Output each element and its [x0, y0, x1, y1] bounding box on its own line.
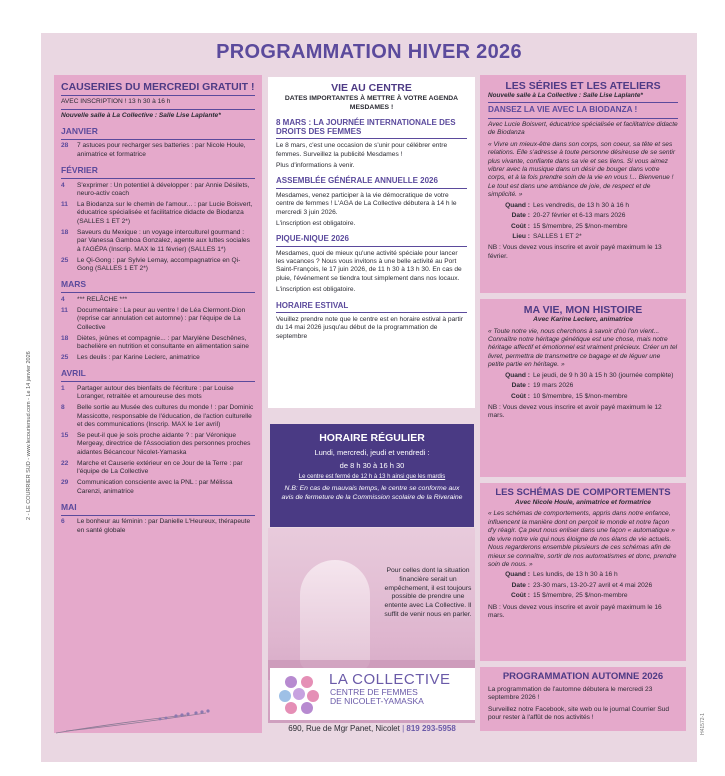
detail-value: 15 $/membre, 25 $/non-membre	[533, 222, 628, 230]
biodanza-by: Avec Lucie Boisvert, éducatrice spécialisée et facilitatrice didacte de Biodanza	[488, 120, 678, 137]
detail-row	[488, 571, 678, 579]
event-text: Belle sortie au Musée des cultures du monde ! : par Dominic Massicotte, responsable de l'éducation, de l'action culturelle et des communications (Inscrip. MAX le 1er avril)	[77, 404, 254, 428]
event-text: Se peut-il que je sois proche aidante ? : par Véronique Mergeay, directrice de l'Association des personnes proches aidantes Bécancour Nicolet-Yamaska	[77, 431, 251, 456]
biodanza-nb: NB : Vous devez vous inscrire et avoir payé maximum le 13 février.	[488, 244, 662, 260]
event-day: 1	[61, 384, 65, 392]
event-text: Le Qi-Gong : par Sylvie Lemay, accompagnatrice en Qi-Gong (SALLES 1 ET 2*)	[77, 256, 241, 272]
vie-section-paragraph: Mesdames, venez participer à la vie démocratique de votre centre de femmes ! L'AGA de La Collective débutera à 14 h le mercredi 3 juin 2026.	[276, 191, 457, 216]
causeries-title: CAUSERIES DU MERCREDI GRATUIT !	[61, 81, 255, 93]
detail-row	[488, 582, 678, 590]
ma-vie-panel	[480, 299, 686, 477]
event-day: 22	[61, 459, 69, 467]
ma-vie-nb: NB : Vous devez vous inscrire et avoir payé maximum le 12 mars.	[488, 404, 662, 420]
event-day: 11	[61, 200, 68, 208]
month-heading: MAI	[61, 502, 77, 512]
causeries-inscription: AVEC INSCRIPTION ! 13 h 30 à 16 h	[61, 98, 171, 106]
month-heading: AVRIL	[61, 368, 86, 379]
vie-sections	[276, 118, 467, 342]
detail-value: Le jeudi, de 9 h 30 à 15 h 30 (journée complète)	[533, 371, 674, 379]
event-text: Marche et Causerie extérieur en ce Jour de la Terre : par l'équipe de La Collective	[77, 459, 243, 476]
event-row	[61, 229, 255, 254]
logo-name: LA COLLECTIVE	[329, 671, 451, 688]
biodanza-details	[488, 202, 678, 242]
event-day: 18	[61, 228, 69, 236]
detail-value: SALLES 1 ET 2*	[533, 233, 582, 240]
event-text: Le bonheur au féminin : par Danielle L'Heureux, thérapeute en santé globale	[77, 518, 251, 534]
event-text: Les deuils : par Karine Leclerc, animatrice	[77, 353, 200, 361]
automne-p1: La programmation de l'automne débutera le mercredi 23 septembre 2026 !	[488, 685, 653, 702]
event-text: Documentaire : La peur au ventre ! de Léa Clermont-Dion (reprise car annulation cet automne) : par l'équipe de La Collective	[77, 306, 246, 331]
month-heading: FÉVRIER	[61, 165, 98, 176]
vie-section-heading: PIQUE-NIQUE 2026	[276, 234, 349, 244]
event-row	[61, 335, 255, 352]
detail-key: Coût :	[510, 592, 530, 600]
event-row	[61, 518, 255, 535]
detail-row	[488, 372, 678, 380]
event-day: 28	[61, 142, 69, 150]
schemas-panel	[480, 483, 686, 661]
vie-section-paragraph: Mesdames, quoi de mieux qu'une activité spéciale pour lancer les vacances ? Nous vous invitons à une belle activité au Port Saint-François, le 17 juin 2026, de 11 h 30 à 13 h 30. En cas de pluie, l'événement se tiendra tout simplement dans nos locaux.	[276, 249, 462, 282]
ma-vie-details	[488, 372, 678, 401]
event-day: 6	[61, 518, 65, 526]
divider	[61, 178, 255, 179]
event-row	[61, 385, 255, 402]
vie-section-paragraph: L'inscription est obligatoire.	[276, 219, 356, 227]
event-day: 15	[61, 431, 69, 439]
event-text: Communication consciente avec la PNL : par Mélissa Carenzi, animatrice	[77, 479, 233, 495]
vie-centre-title: VIE AU CENTRE	[331, 82, 412, 94]
detail-key: Date :	[511, 581, 530, 589]
detail-row	[488, 212, 678, 220]
event-day: 29	[61, 479, 69, 487]
detail-row	[488, 202, 678, 210]
schemas-by: Avec Nicole Houle, animatrice et formatrice	[515, 498, 651, 506]
event-text: S'exprimer : Un potentiel à développer : par Annie Désilets, neuro-activ coach	[77, 181, 250, 197]
event-text: La Biodanza sur le chemin de l'amour... : par Lucie Boisvert, éducatrice spécialisée et facilitatrice didacte de Biodanza (SALLES 1 ET 2*)	[77, 200, 253, 225]
detail-row	[488, 223, 678, 231]
event-text: Saveurs du Mexique : un voyage interculturel gourmand : par Vanessa Gamboa Gonzalez, agente aux luttes sociales à l'AGÉPA (Inscrip. MAX le 11 février) (SALLES 1*)	[77, 228, 250, 253]
ma-vie-heading: MA VIE, MON HISTOIRE	[523, 304, 643, 316]
causeries-salle: Nouvelle salle à La Collective : Salle Lise Laplante*	[61, 111, 221, 119]
detail-key: Date :	[511, 382, 530, 390]
detail-value: 10 $/membre, 15 $/non-membre	[533, 392, 628, 400]
horaire-hours: de 8 h 30 à 16 h 30	[339, 461, 405, 471]
divider	[276, 312, 467, 313]
schemas-heading: LES SCHÉMAS DE COMPORTEMENTS	[495, 487, 671, 498]
detail-key: Quand :	[505, 201, 530, 209]
event-row	[61, 479, 255, 496]
event-row	[61, 296, 255, 304]
detail-key: Date :	[511, 212, 530, 220]
event-row	[61, 354, 255, 362]
detail-row	[488, 592, 678, 600]
event-day: 8	[61, 404, 65, 412]
event-day: 18	[61, 334, 69, 342]
detail-value: 19 mars 2026	[533, 382, 574, 390]
series-title: LES SÉRIES ET LES ATELIERS	[505, 80, 661, 92]
vie-centre-panel	[268, 77, 475, 408]
detail-row	[488, 382, 678, 390]
schemas-nb: NB : Vous devez vous inscrire et avoir payé maximum le 16 mars.	[488, 603, 662, 620]
detail-value: 20-27 février et 6-13 mars 2026	[533, 212, 626, 220]
schemas-details	[488, 571, 678, 600]
vie-section-paragraph: Le 8 mars, c'est une occasion de s'unir pour célébrer entre femmes. Surveillez la publicité Mesdames !	[276, 142, 448, 158]
month-heading: MARS	[61, 279, 87, 290]
event-day: 25	[61, 256, 69, 264]
detail-row	[488, 393, 678, 401]
event-text: Diètes, jeûnes et compagnie... : par Marylène Deschênes, bachelière en nutrition et consultante en alimentation saine	[77, 334, 249, 350]
event-row	[61, 201, 255, 226]
automne-p2: Surveillez notre Facebook, site web ou le journal Courrier Sud pour rester à l'affût de nos activités !	[488, 705, 670, 722]
lavender-decoration	[56, 705, 256, 735]
vie-section-heading: HORAIRE ESTIVAL	[276, 300, 349, 310]
divider	[61, 109, 255, 110]
vie-section-heading: 8 MARS : LA JOURNÉE INTERNATIONALE DES DROITS DES FEMMES	[276, 117, 456, 136]
schemas-quote: « Les schémas de comportements, appris dans notre enfance, influencent la manière dont on perçoit le monde et notre façon d'y réagir. Ça peut nous enliser dans une façon « automatique » de vivre notre vie qui nous éloigne de nos élans de vie actuels. Nous regarderons ensemble plusieurs de ces schémas afin de mieux se connaître, sortir de nos automatismes et donc, prendre soin de nous. »	[488, 510, 677, 568]
street-address: 690, Rue de Mgr Panet, Nicolet	[288, 724, 400, 733]
divider	[61, 139, 255, 140]
divider	[61, 515, 255, 516]
collective-logo-icon	[277, 672, 321, 716]
ad-code: H41572-1	[700, 713, 706, 735]
financial-help-text: Pour celles dont la situation financière serait un empêchement, il est toujours possible de prendre une entente avec La Collective. Il suffit de venir nous en parler.	[384, 567, 472, 619]
detail-value: 23-30 mars, 13-20-27 avril et 4 mai 2026	[533, 581, 653, 589]
event-row	[61, 307, 255, 332]
detail-key: Quand :	[505, 371, 530, 379]
automne-panel	[480, 667, 686, 731]
event-row	[61, 142, 255, 159]
divider	[276, 138, 467, 139]
event-row	[61, 257, 255, 274]
month-heading: JANVIER	[61, 125, 98, 136]
address-line: 690, Rue de Mgr Panet, Nicolet | 819 293-5958	[288, 724, 456, 733]
horaire-days: Lundi, mercredi, jeudi et vendredi :	[314, 448, 430, 458]
vie-centre-subtitle: DATES IMPORTANTES À METTRE À VOTRE AGENDA MESDAMES !	[284, 95, 459, 111]
event-text: 7 astuces pour recharger ses batteries : par Nicole Houle, animatrice et formatrice	[77, 142, 246, 158]
horaire-closed: Le centre est fermé de 12 h à 13 h ainsi que les mardis	[298, 473, 446, 480]
right-column	[480, 75, 686, 731]
ma-vie-quote: « Toute notre vie, nous cherchons à savoir d'où l'on vient... Connaître notre héritage génétique est une chose, mais notre héritage affectif et émotionnel est vraiment précieux. Créer un tel livret, permettra de transmettre ce bagage et de léguer une petite partie en héritage. »	[488, 327, 678, 369]
woman-figure	[300, 560, 370, 670]
event-row	[61, 432, 255, 457]
divider	[276, 188, 467, 189]
event-text: *** RELÂCHE ***	[77, 295, 128, 303]
horaire-title: HORAIRE RÉGULIER	[319, 432, 425, 444]
vie-section-paragraph: Plus d'informations à venir.	[276, 162, 355, 169]
detail-row	[488, 233, 678, 241]
vie-section-heading: ASSEMBLÉE GÉNÉRALE ANNUELLE 2026	[276, 176, 438, 186]
biodanza-heading: DANSEZ LA VIE AVEC LA BIODANZA !	[488, 105, 638, 115]
months-list	[61, 126, 255, 535]
event-day: 4	[61, 181, 65, 189]
divider	[61, 381, 255, 382]
page-title: PROGRAMMATION HIVER 2026	[216, 41, 522, 63]
detail-value: Les vendredis, de 13 h 30 à 16 h	[533, 201, 630, 209]
detail-value: Les lundis, de 13 h 30 à 16 h	[533, 571, 618, 579]
event-day: 25	[61, 353, 69, 361]
logo-line1: CENTRE DE FEMMES	[330, 687, 418, 697]
event-day: 11	[61, 306, 68, 314]
divider	[488, 102, 678, 103]
series-salle: Nouvelle salle à La Collective : Salle Lise Laplante*	[488, 92, 643, 100]
detail-key: Lieu :	[512, 233, 530, 240]
side-footer-note: 2 - LE COURRIER SUD - www.lecouriersud.com - Le 14 janvier 2026	[26, 351, 32, 520]
detail-value: 15 $/membre, 25 $/non-membre	[533, 592, 628, 600]
event-row	[61, 182, 255, 199]
detail-key: Coût :	[510, 392, 530, 400]
divider	[61, 95, 255, 96]
divider	[276, 246, 467, 247]
event-row	[61, 460, 255, 477]
biodanza-quote: « Vivre un mieux-être dans son corps, son coeur, sa tête et ses relations. Elle s'adresse à toute personne désireuse de se sentir plus vivante, confiante dans sa vie et ses liens. Si vous aimez vibrer avec la musique dans un désir de bouger dans votre corps, et à la fois prendre soin de la vie en vous !... Bienvenue ! Le tout est dans une ambiance de joie, de respect et de simplicité. »	[488, 140, 676, 199]
horaire-note: N.B: En cas de mauvais temps, le centre se conforme aux avis de fermeture de la Commission scolaire de la Riveraine	[281, 485, 463, 501]
ma-vie-by: Avec Karine Leclerc, animatrice	[533, 316, 633, 324]
logo-tagline	[330, 688, 424, 707]
series-panel	[480, 75, 686, 293]
phone-number: 819 293-5958	[406, 724, 456, 733]
vie-section-paragraph: Veuillez prendre note que le centre est en horaire estival à partir du 14 mai 2026 jusqu'au début de la programmation de septembre	[276, 315, 463, 340]
vie-section-paragraph: L'inscription est obligatoire.	[276, 286, 356, 294]
divider	[488, 118, 678, 119]
logo-line2: DE NICOLET-YAMASKA	[330, 696, 424, 707]
divider	[61, 292, 255, 293]
event-row	[61, 404, 255, 429]
horaire-regulier-box	[270, 424, 474, 527]
event-text: Partager autour des bienfaits de l'écriture : par Louise Loranger, retraitée et amoureuse des mots	[77, 384, 234, 401]
detail-key: Quand :	[505, 571, 530, 579]
automne-heading: PROGRAMMATION AUTOMNE 2026	[502, 671, 664, 682]
detail-key: Coût :	[510, 222, 530, 230]
event-day: 4	[61, 295, 65, 303]
causeries-panel	[54, 75, 262, 733]
